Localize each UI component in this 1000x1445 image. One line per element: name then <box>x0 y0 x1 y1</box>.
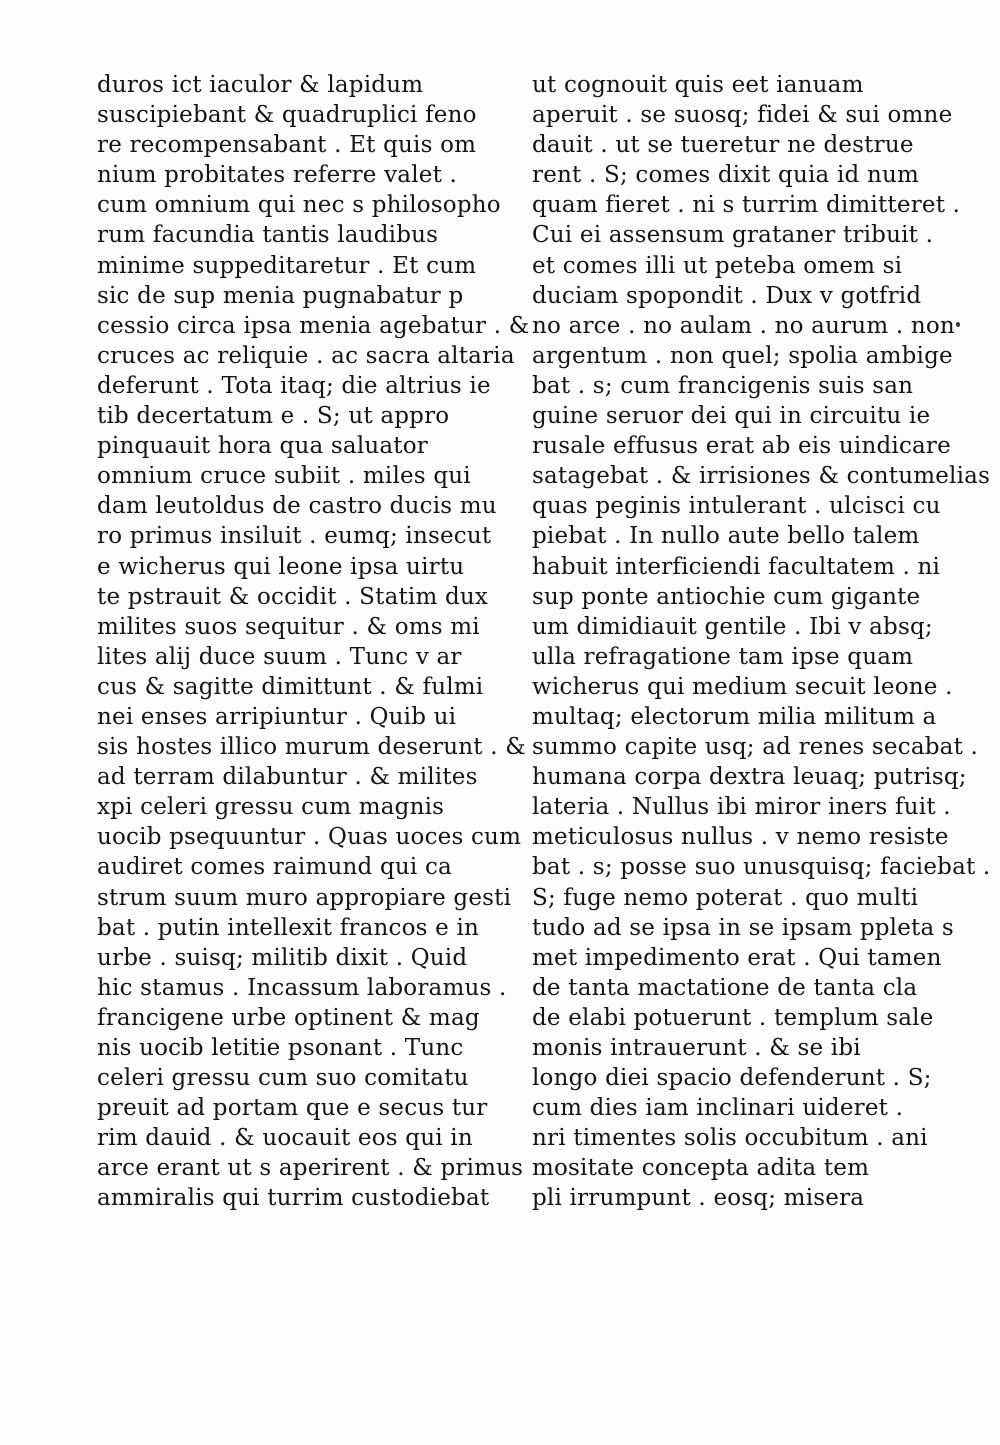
manuscript-line: sic de sup menia pugnabatur p <box>97 282 464 309</box>
manuscript-line: longo diei spacio defenderunt . S; <box>532 1065 932 1092</box>
manuscript-line: tudo ad se ipsa in se ipsam ppleta s <box>532 914 954 941</box>
manuscript-line: rent . S; comes dixit quia id num <box>532 162 919 189</box>
manuscript-line: cessio circa ipsa menia agebatur . & <box>97 312 530 339</box>
right-text-column <box>532 70 991 1214</box>
manuscript-line: audiret comes raimund qui ca <box>97 854 452 881</box>
manuscript-line: Cui ei assensum grataner tribuit . <box>532 222 934 249</box>
manuscript-line: meticulosus nullus . v nemo resiste <box>532 824 949 851</box>
manuscript-line: tib decertatum e . S; ut appro <box>97 403 450 430</box>
manuscript-line: nei enses arripiuntur . Quib ui <box>97 703 457 730</box>
manuscript-line: dauit . ut se tueretur ne destrue <box>532 132 914 159</box>
manuscript-line: e wicherus qui leone ipsa uirtu <box>97 553 465 580</box>
manuscript-line: multaq; electorum milia militum a <box>532 703 937 730</box>
manuscript-line: quam fieret . ni s turrim dimitteret . <box>532 192 961 219</box>
left-text-column <box>97 70 530 1214</box>
manuscript-line: argentum . non quel; spolia ambige <box>532 342 953 369</box>
manuscript-line: minime suppeditaretur . Et cum <box>97 252 477 279</box>
manuscript-line: preuit ad portam que e secus tur <box>97 1095 488 1122</box>
manuscript-line: pli irrumpunt . eosq; misera <box>532 1185 865 1212</box>
manuscript-line: arce erant ut s aperirent . & primus <box>97 1155 524 1182</box>
manuscript-line: ammiralis qui turrim custodiebat <box>97 1185 490 1212</box>
manuscript-line: nri timentes solis occubitum . ani <box>532 1125 928 1152</box>
manuscript-line: guine seruor dei qui in circuitu ie <box>532 403 931 430</box>
manuscript-line: de elabi potuerunt . templum sale <box>532 1004 934 1031</box>
manuscript-line: rusale effusus erat ab eis uindicare <box>532 433 951 460</box>
manuscript-line: celeri gressu cum suo comitatu <box>97 1065 469 1092</box>
manuscript-line: monis intrauerunt . & se ibi <box>532 1035 861 1061</box>
manuscript-line: dam leutoldus de castro ducis mu <box>97 493 497 520</box>
manuscript-line: deferunt . Tota itaq; die altrius ie <box>97 372 491 399</box>
manuscript-line: sis hostes illico murum deserunt . & <box>97 734 526 761</box>
manuscript-line: ut cognouit quis eet ianuam <box>532 72 864 98</box>
ink-speck <box>956 322 960 327</box>
manuscript-line: wicherus qui medium secuit leone . <box>532 673 953 700</box>
manuscript-line: ro primus insiluit . eumq; insecut <box>97 523 492 550</box>
manuscript-line: quas peginis intulerant . ulcisci cu <box>532 493 941 520</box>
manuscript-line: rum facundia tantis laudibus <box>97 222 439 249</box>
manuscript-line: suscipiebant & quadruplici feno <box>97 102 477 129</box>
manuscript-line: xpi celeri gressu cum magnis <box>97 794 445 821</box>
manuscript-line: cum omnium qui nec s philosopho <box>97 192 501 219</box>
manuscript-line: ulla refragatione tam ipse quam <box>532 643 914 670</box>
manuscript-line: duciam spopondit . Dux v gotfrid <box>532 282 922 309</box>
manuscript-line: met impedimento erat . Qui tamen <box>532 944 942 971</box>
manuscript-line: lateria . Nullus ibi miror iners fuit . <box>532 794 951 821</box>
manuscript-line: hic stamus . Incassum laboramus . <box>97 974 507 1001</box>
manuscript-line: cum dies iam inclinari uideret . <box>532 1095 904 1122</box>
manuscript-line: duros ict iaculor & lapidum <box>97 72 424 98</box>
manuscript-line: satagebat . & irrisiones & contumelias <box>532 463 991 490</box>
manuscript-line: aperuit . se suosq; fidei & sui omne <box>532 102 953 129</box>
manuscript-line: de tanta mactatione de tanta cla <box>532 974 918 1001</box>
manuscript-line: bat . s; posse suo unusquisq; faciebat . <box>532 854 991 881</box>
manuscript-line: summo capite usq; ad renes secabat . <box>532 734 979 761</box>
manuscript-line: et comes illi ut peteba omem si <box>532 252 903 279</box>
manuscript-line: francigene urbe optinent & mag <box>97 1004 480 1031</box>
manuscript-line: ad terram dilabuntur . & milites <box>97 764 478 791</box>
manuscript-line: urbe . suisq; militib dixit . Quid <box>97 944 468 971</box>
manuscript-line: humana corpa dextra leuaq; putrisq; <box>532 764 967 791</box>
manuscript-line: rim dauid . & uocauit eos qui in <box>97 1125 473 1152</box>
manuscript-line: uocib psequuntur . Quas uoces cum <box>97 824 522 851</box>
manuscript-line: bat . putin intellexit francos e in <box>97 914 480 941</box>
manuscript-line: no arce . no aulam . no aurum . non <box>532 312 955 339</box>
manuscript-line: nium probitates referre valet . <box>97 162 458 189</box>
manuscript-line: mositate concepta adita tem <box>532 1155 870 1182</box>
manuscript-line: um dimidiauit gentile . Ibi v absq; <box>532 613 933 640</box>
manuscript-line: nis uocib letitie psonant . Tunc <box>97 1035 464 1061</box>
manuscript-line: habuit interficiendi facultatem . ni <box>532 553 941 580</box>
manuscript-line: S; fuge nemo poterat . quo multi <box>532 884 919 911</box>
manuscript-line: te pstrauit & occidit . Statim dux <box>97 583 489 610</box>
manuscript-line: cus & sagitte dimittunt . & fulmi <box>97 673 484 700</box>
manuscript-line: piebat . In nullo aute bello talem <box>532 523 920 550</box>
manuscript-line: sup ponte antiochie cum gigante <box>532 583 921 610</box>
manuscript-line: pinquauit hora qua saluator <box>97 433 428 460</box>
manuscript-line: cruces ac reliquie . ac sacra altaria <box>97 342 515 369</box>
manuscript-line: strum suum muro appropiare gesti <box>97 884 512 911</box>
manuscript-line: milites suos sequitur . & oms mi <box>97 613 480 640</box>
manuscript-line: omnium cruce subiit . miles qui <box>97 463 471 490</box>
manuscript-line: bat . s; cum francigenis suis san <box>532 372 914 399</box>
manuscript-line: lites alij duce suum . Tunc v ar <box>97 643 462 670</box>
manuscript-line: re recompensabant . Et quis om <box>97 132 477 159</box>
